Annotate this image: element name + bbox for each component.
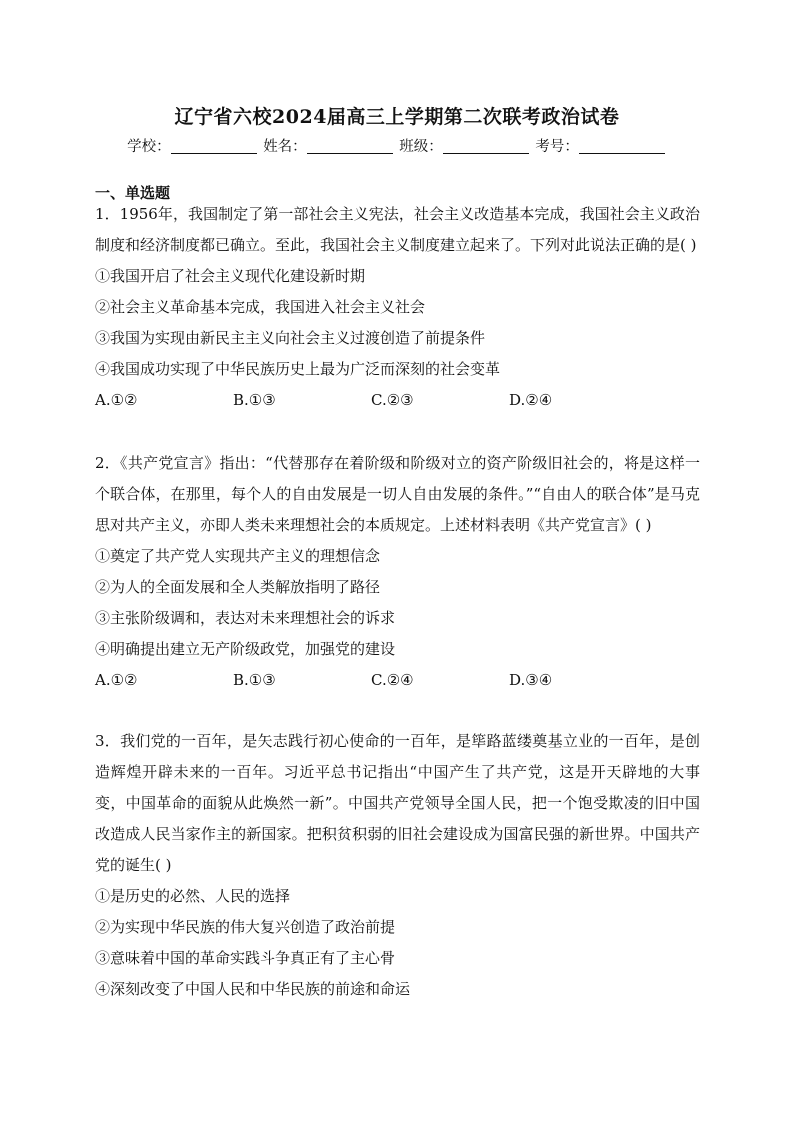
statement-option: ④我国成功实现了中华民族历史上最为广泛而深刻的社会变革 (95, 360, 501, 378)
statement-option: ②为实现中华民族的伟大复兴创造了政治前提 (95, 918, 396, 936)
statement-option: ③主张阶级调和，表达对未来理想社会的诉求 (95, 609, 396, 627)
question-stem: 2．《共产党宣言》指出：“代替那存在着阶级和阶级对立的资产阶级旧社会的，将是这样一个联合体，在那里，每个人的自由发展是一切人自由发展的条件。”“自由人的联合体”是马克思对共产主义，亦即人类未来理想社会的本质规定。上述材料表明《共产党宣言》( ) (95, 454, 700, 534)
answer-choices (95, 665, 700, 696)
statement-option: ①奠定了共产党人实现共产主义的理想信念 (95, 547, 381, 565)
statement-option: ③意味着中国的革命实践斗争真正有了主心骨 (95, 949, 396, 967)
student-info-row (0, 135, 794, 156)
school-label: 学校： (127, 139, 171, 155)
choice-a: A.①② (95, 391, 138, 409)
choice-c: C.②③ (371, 391, 414, 409)
statement-option: ④深刻改变了中国人民和中华民族的前途和命运 (95, 980, 411, 998)
choice-d: D.③④ (509, 671, 553, 689)
choice-c: C.②④ (371, 671, 414, 689)
question-stem: 1．1956年，我国制定了第一部社会主义宪法，社会主义改造基本完成，我国社会主义政治制度和经济制度都已确立。至此，我国社会主义制度建立起来了。下列对此说法正确的是( ) (95, 205, 700, 254)
choice-d: D.②④ (509, 391, 553, 409)
choice-b: B.①③ (233, 391, 276, 409)
question-1 (95, 199, 700, 416)
section-heading: 一、单选题 (95, 184, 171, 202)
statement-option: ②社会主义革命基本完成，我国进入社会主义社会 (95, 298, 426, 316)
statement-option: ④明确提出建立无产阶级政党，加强党的建设 (95, 640, 396, 658)
question-stem: 3．我们党的一百年，是矢志践行初心使命的一百年，是筚路蓝缕奠基立业的一百年，是创造辉煌开辟未来的一百年。习近平总书记指出“中国产生了共产党，这是开天辟地的大事变，中国革命的面貌从此焕然一新”。中国共产党领导全国人民，把一个饱受欺凌的旧中国改造成人民当家作主的新国家。把积贫积弱的旧社会建设成为国富民强的新世界。中国共产党的诞生( ) (95, 732, 700, 874)
statement-option: ③我国为实现由新民主主义向社会主义过渡创造了前提条件 (95, 329, 486, 347)
statement-option: ①是历史的必然、人民的选择 (95, 887, 291, 905)
statement-option: ②为人的全面发展和全人类解放指明了路径 (95, 578, 381, 596)
question-3 (95, 726, 700, 1005)
school-blank (171, 138, 257, 154)
statement-option: ①我国开启了社会主义现代化建设新时期 (95, 267, 366, 285)
question-2 (95, 448, 700, 696)
choice-b: B.①③ (233, 671, 276, 689)
choice-a: A.①② (95, 671, 138, 689)
exam-title: 辽宁省六校2024届高三上学期第二次联考政治试卷 (174, 106, 620, 128)
class-blank (443, 138, 529, 154)
name-label: 姓名： (263, 139, 307, 155)
name-blank (307, 138, 393, 154)
exam-number-label: 考号： (535, 139, 579, 155)
exam-number-blank (579, 138, 665, 154)
answer-choices (95, 385, 700, 416)
class-label: 班级： (399, 139, 443, 155)
